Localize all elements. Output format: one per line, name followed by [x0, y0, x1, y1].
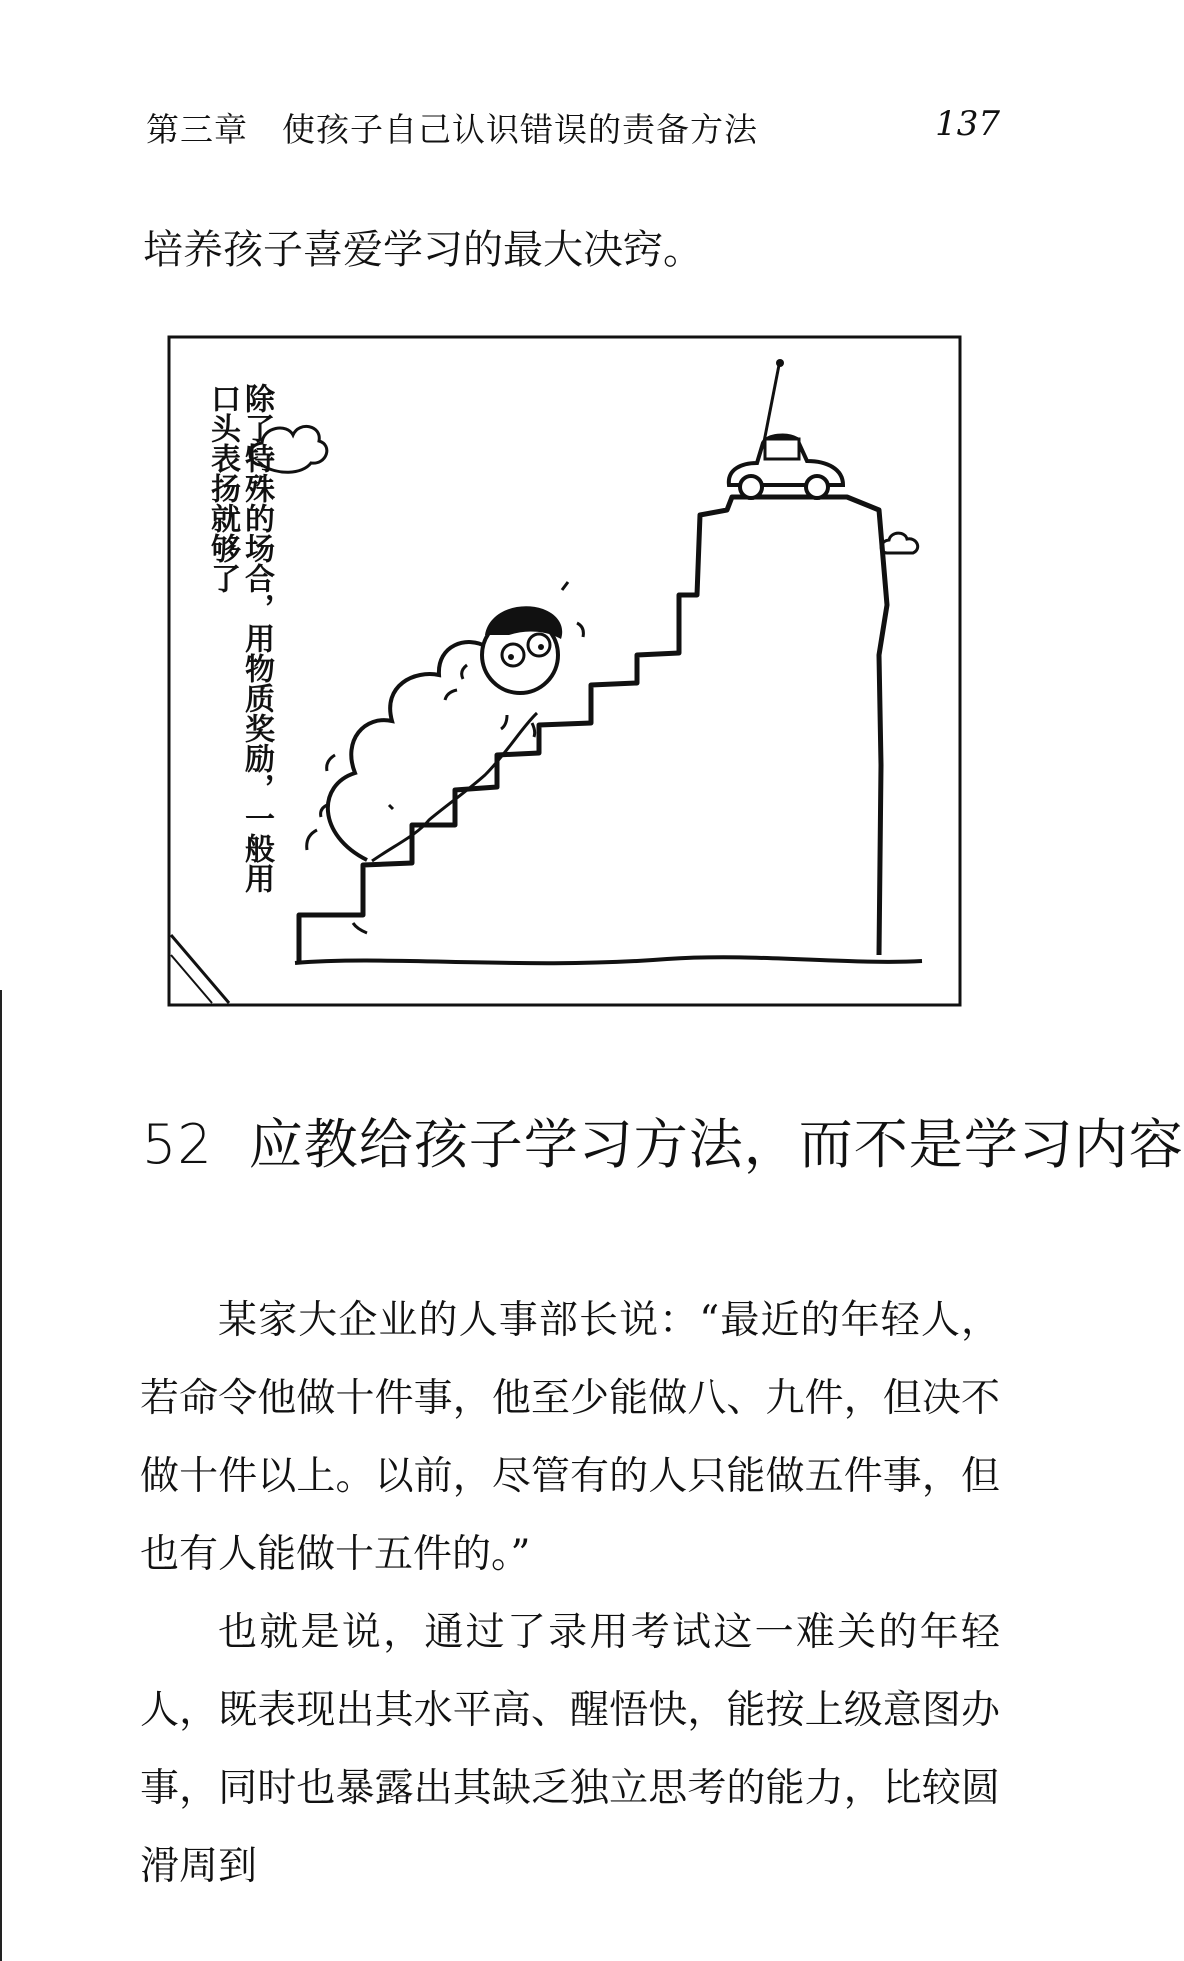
cartoon-illustration — [167, 335, 962, 1007]
paragraph: 某家大企业的人事部长说：“最近的年轻人，若命令他做十件事，他至少能做八、九件，但决不做十件以上。以前，尽管有的人只能做五件事，但也有人能做十五件的。” — [140, 1298, 1000, 1577]
frame-corner-line — [171, 935, 229, 1003]
illustration-caption: 除了特殊的场合，用物质奖励，一般用 口头表扬就够了 — [205, 383, 274, 893]
section-title: 应教给孩子学习方法，而不是学习内容 — [248, 1113, 1184, 1176]
section-heading — [142, 1102, 1184, 1179]
section-number: 52 — [142, 1113, 213, 1176]
running-header — [146, 104, 1000, 154]
staircase-cartoon — [167, 335, 962, 1007]
staircase-outline — [299, 497, 887, 961]
frame-corner-line-inner — [171, 955, 212, 1003]
illustration-frame — [169, 337, 960, 1005]
lead-line: 培养孩子喜爱学习的最大决窍。 — [143, 227, 703, 273]
page-edge — [0, 990, 2, 1961]
paragraph: 也就是说，通过了录用考试这一难关的年轻人，既表现出其水平高、醒悟快，能按上级意图办事，同时也暴露出其缺乏独立思考的能力，比较圆滑周到 — [140, 1610, 1000, 1889]
caterpillar-underside — [372, 713, 537, 861]
page-number: 137 — [935, 104, 1000, 144]
chapter-title: 第三章 使孩子自己认识错误的责备方法 — [146, 110, 758, 149]
toy-car — [729, 359, 843, 498]
ground-line — [295, 957, 922, 963]
cloud-right — [881, 533, 917, 553]
body-text — [140, 1282, 1000, 1906]
